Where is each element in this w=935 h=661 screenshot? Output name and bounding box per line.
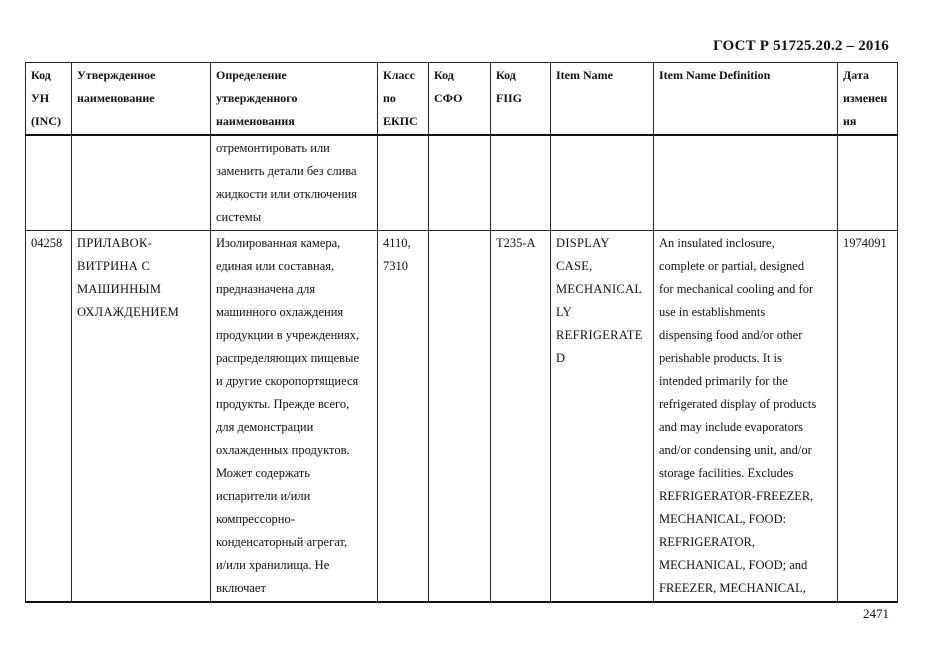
cell-text-line: 7310 [383, 259, 408, 273]
cell-text-line: охлажденных продуктов. [216, 443, 350, 457]
cell-class [378, 231, 429, 603]
page-number: 2471 [863, 606, 889, 621]
table-row [26, 135, 898, 231]
cell-text-line: T235-A [496, 236, 536, 250]
cell-text-line: REFRIGERATE [556, 328, 643, 342]
cell-text-line: включает [216, 581, 266, 595]
cell-sfo [429, 135, 491, 231]
cell-text-line: (INC) [31, 114, 61, 128]
cell-text-line: изменен [843, 91, 888, 105]
cell-text-line: распределяющих пищевые [216, 351, 359, 365]
cell-text-line: по [383, 91, 396, 105]
header-class [378, 63, 429, 136]
cell-text-line: ия [843, 114, 857, 128]
cell-text-line: MECHANICAL, FOOD; and [659, 558, 808, 572]
cell-text-line: наименование [77, 91, 155, 105]
cell-text-line: испарители и/или [216, 489, 311, 503]
cell-text-line: LY [556, 305, 573, 319]
cell-fiig [491, 231, 551, 603]
cell-text-line: Класс [383, 68, 416, 82]
cell-text-line: perishable products. It is [659, 351, 782, 365]
cell-text-line: Дата [843, 68, 869, 82]
cell-text-line: use in establishments [659, 305, 766, 319]
cell-text-line: предназначена для [216, 282, 316, 296]
cell-text-line: dispensing food and/or other [659, 328, 803, 342]
cell-text-line: компрессорно- [216, 512, 295, 526]
cell-text-line: intended primarily for the [659, 374, 788, 388]
cell-text-line: FREEZER, MECHANICAL, [659, 581, 806, 595]
cell-text-line: СФО [434, 91, 463, 105]
cell-text-line: 04258 [31, 236, 63, 250]
cell-text-line: 1974091 [843, 236, 887, 250]
cell-text-line: УН [31, 91, 50, 105]
cell-text-line: FIIG [496, 91, 523, 105]
cell-text-line: REFRIGERATOR-FREEZER, [659, 489, 814, 503]
cell-text-line: ПРИЛАВОК- [77, 236, 153, 250]
document-code: ГОСТ Р 51725.20.2 – 2016 [713, 38, 889, 54]
cell-text-line: Изолированная камера, [216, 236, 341, 250]
cell-text-line: D [556, 351, 566, 365]
cell-definition [211, 231, 378, 603]
cell-date [838, 231, 898, 603]
cell-text-line: Утвержденное [77, 68, 156, 82]
cell-item-definition [654, 135, 838, 231]
cell-text-line: заменить детали без слива [216, 164, 357, 178]
cell-text-line: complete or partial, designed [659, 259, 805, 273]
cell-text-line: Код [496, 68, 516, 82]
cell-code-un [26, 135, 72, 231]
cell-text-line: Код [31, 68, 51, 82]
table-row [26, 231, 898, 603]
cell-text-line: единая или составная, [216, 259, 335, 273]
cell-text-line: наименования [216, 114, 295, 128]
table-header-row [26, 63, 898, 136]
cell-code-un [26, 231, 72, 603]
header-item-definition [654, 63, 838, 136]
cell-class [378, 135, 429, 231]
cell-text-line: and/or condensing unit, and/or [659, 443, 812, 457]
cell-text-line: MECHANICAL, FOOD: [659, 512, 787, 526]
header-item-name [551, 63, 654, 136]
cell-approved-name [72, 231, 211, 603]
cell-text-line: конденсаторный агрегат, [216, 535, 348, 549]
cell-item-name [551, 135, 654, 231]
cell-text-line: и другие скоропортящиеся [216, 374, 359, 388]
cell-text-line: машинного охлаждения [216, 305, 344, 319]
cell-text-line: and may include evaporators [659, 420, 804, 434]
cell-text-line: Item Name [556, 68, 613, 82]
header-approved-name [72, 63, 211, 136]
header-date [838, 63, 898, 136]
cell-text-line: REFRIGERATOR, [659, 535, 755, 549]
cell-text-line: продукции в учреждениях, [216, 328, 360, 342]
cell-text-line: CASE, [556, 259, 593, 273]
cell-text-line: Код [434, 68, 454, 82]
cell-text-line: утвержденного [216, 91, 298, 105]
cell-text-line: ВИТРИНА С [77, 259, 151, 273]
cell-text-line: MECHANICAL [556, 282, 643, 296]
cell-text-line: ОХЛАЖДЕНИЕМ [77, 305, 180, 319]
cell-approved-name [72, 135, 211, 231]
cell-text-line: Item Name Definition [659, 68, 771, 82]
cell-text-line: Определение [216, 68, 287, 82]
cell-text-line: storage facilities. Excludes [659, 466, 794, 480]
header-sfo [429, 63, 491, 136]
cell-text-line: жидкости или отключения [216, 187, 357, 201]
cell-text-line: для демонстрации [216, 420, 314, 434]
cell-text-line: и/или хранилища. Не [216, 558, 330, 572]
cell-text-line: An insulated inclosure, [659, 236, 775, 250]
cell-item-definition [654, 231, 838, 603]
cell-item-name [551, 231, 654, 603]
cell-definition [211, 135, 378, 231]
cell-text-line: DISPLAY [556, 236, 610, 250]
cell-date [838, 135, 898, 231]
header-fiig [491, 63, 551, 136]
cell-fiig [491, 135, 551, 231]
header-definition [211, 63, 378, 136]
cell-text-line: for mechanical cooling and for [659, 282, 814, 296]
cell-text-line: refrigerated display of products [659, 397, 817, 411]
cell-text-line: Может содержать [216, 466, 310, 480]
header-code-un [26, 63, 72, 136]
cell-text-line: продукты. Прежде всего, [216, 397, 350, 411]
cell-text-line: МАШИННЫМ [77, 282, 162, 296]
cell-sfo [429, 231, 491, 603]
cell-text-line: 4110, [383, 236, 411, 250]
cell-text-line: системы [216, 210, 262, 224]
catalog-table [25, 62, 898, 603]
cell-text-line: отремонтировать или [216, 141, 330, 155]
cell-text-line: ЕКПС [383, 114, 418, 128]
